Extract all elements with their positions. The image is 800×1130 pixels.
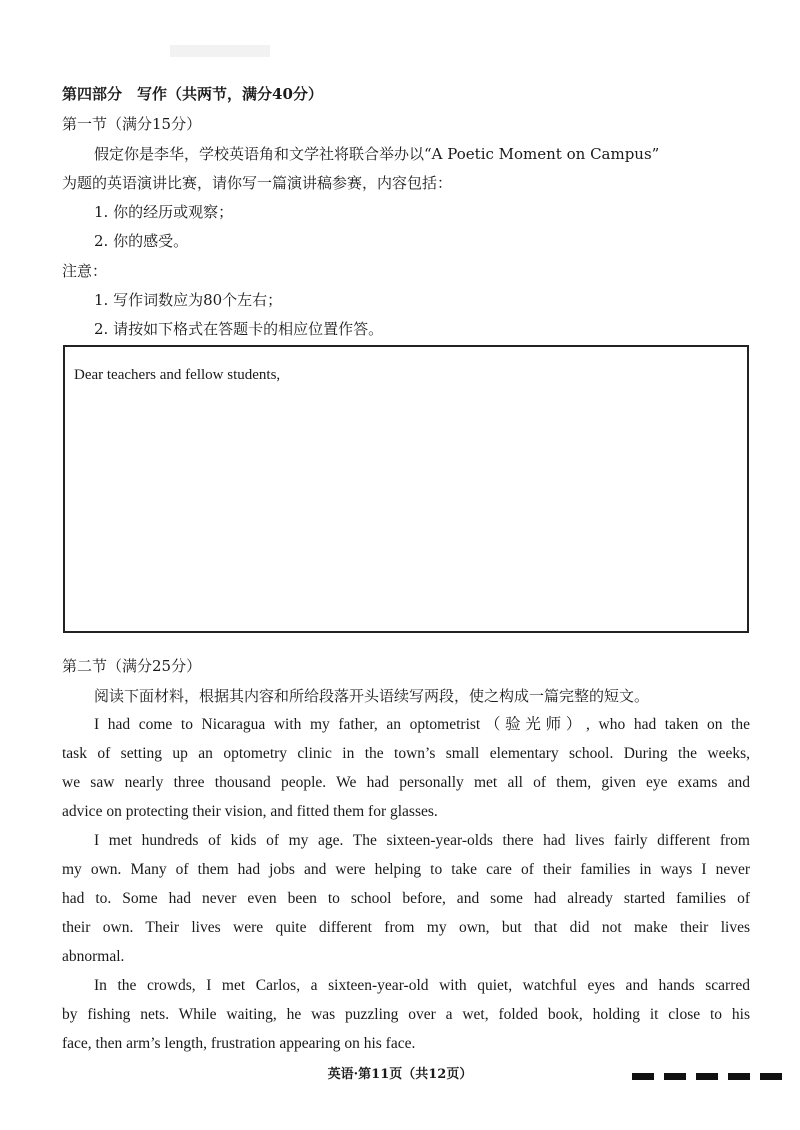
passage-line: we saw nearly three thousand people. We had personally met all of them, given eye exams and xyxy=(62,774,750,791)
answer-greeting: Dear teachers and fellow students, xyxy=(74,367,281,383)
registration-mark xyxy=(632,1073,654,1080)
content-item-1: 1. 你的经历或观察； xyxy=(94,203,234,221)
content-item-2: 2. 你的感受。 xyxy=(94,232,189,250)
scan-smudge xyxy=(170,45,270,57)
note-2: 2. 请按如下格式在答题卡的相应位置作答。 xyxy=(94,320,384,338)
note-1: 1. 写作词数应为80个左右； xyxy=(94,291,283,309)
passage-line: by fishing nets. While waiting, he was puzzling over a wet, folded book, holding it close to his xyxy=(62,1006,750,1023)
passage-line: face, then arm’s length, frustration appearing on his face. xyxy=(62,1035,416,1052)
section4-title: 第四部分 写作（共两节，满分40分） xyxy=(62,85,323,103)
passage-line: I met hundreds of kids of my age. The sixteen-year-olds there had lives fairly different from xyxy=(94,832,750,849)
part2-instruction: 阅读下面材料，根据其内容和所给段落开头语续写两段，使之构成一篇完整的短文。 xyxy=(94,687,650,705)
part2-heading: 第二节（满分25分） xyxy=(62,657,202,675)
registration-mark xyxy=(728,1073,750,1080)
answer-box[interactable] xyxy=(63,345,749,633)
part1-prompt-line1: 假定你是李华，学校英语角和文学社将联合举办以“A Poetic Moment on Campus” xyxy=(94,145,660,163)
passage-line: In the crowds, I met Carlos, a sixteen-year-old with quiet, watchful eyes and hands scarred xyxy=(94,977,750,994)
registration-mark xyxy=(760,1073,782,1080)
registration-marks xyxy=(632,1065,792,1084)
passage-line: my own. Many of them had jobs and were helping to take care of their families in ways I never xyxy=(62,861,750,878)
part1-heading: 第一节（满分15分） xyxy=(62,115,202,133)
passage-line: task of setting up an optometry clinic in the town’s small elementary school. During the weeks, xyxy=(62,745,750,762)
passage-line: their own. Their lives were quite different from my own, but that did not make their lives xyxy=(62,919,750,936)
registration-mark xyxy=(696,1073,718,1080)
passage-line: advice on protecting their vision, and fitted them for glasses. xyxy=(62,803,438,820)
registration-mark xyxy=(664,1073,686,1080)
passage-line: abnormal. xyxy=(62,948,125,965)
page-footer: 英语·第11页（共12页） xyxy=(327,1067,473,1082)
part1-prompt-line2: 为题的英语演讲比赛，请你写一篇演讲稿参赛，内容包括： xyxy=(62,174,453,192)
notes-label: 注意： xyxy=(62,262,108,280)
passage-line: had to. Some had never even been to school before, and some had already started families of xyxy=(62,890,750,907)
passage-line: I had come to Nicaragua with my father, an optometrist（验光师）, who had taken on the xyxy=(94,716,750,733)
